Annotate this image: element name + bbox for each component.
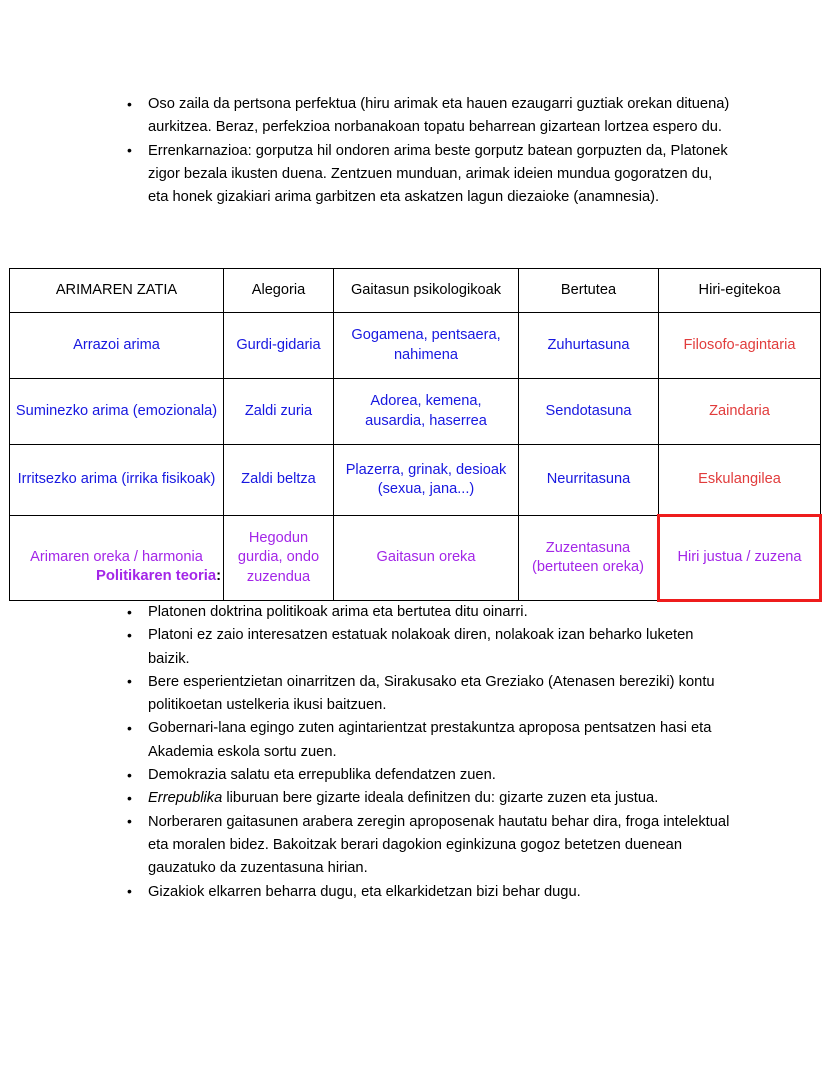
cell-egitekoa-highlighted: Hiri justua / zuzena [659,516,821,601]
italic-book-title: Errepublika [148,790,223,807]
list-item: • Oso zaila da pertsona perfektua (hiru arimak eta hauen ezaugarri guztiak orekan dituena) aurkitzea. Beraz, perfekzioa norbanakoan topatu beharrean gizartean lortzea espero du. [125,93,733,140]
section-heading-politikaren-teoria [96,566,221,586]
cell-gaitasuna: Gaitasun oreka [334,516,519,601]
cell-zatia: Irritsezko arima (irrika fisikoak) [10,445,224,516]
column-header-arimaren-zatia: ARIMAREN ZATIA [10,269,224,313]
cell-zatia: Arrazoi arima [10,313,224,379]
cell-gaitasuna: Adorea, kemena, ausardia, haserrea [334,379,519,445]
column-header-hiri-egitekoa: Hiri-egitekoa [659,269,821,313]
cell-egitekoa: Filosofo-agintaria [659,313,821,379]
column-header-bertutea: Bertutea [519,269,659,313]
section-heading-colon: : [216,568,221,584]
cell-zatia: Arimaren oreka / harmonia [10,516,224,601]
column-header-alegoria: Alegoria [224,269,334,313]
list-item: • Gizakiok elkarren beharra dugu, eta elkarkidetzan bizi behar dugu. [125,881,735,904]
cell-gaitasuna: Gogamena, pentsaera, nahimena [334,313,519,379]
table-header-row [10,269,821,313]
list-item: • Norberaren gaitasunen arabera zeregin aproposenak hautatu behar dira, froga intelektual eta moralen bidez. Bakoitzak berari dagokion eginkizuna gogoz betetzen duenean gauzatuko da zuzentasuna hirian. [125,811,735,881]
cell-alegoria: Zaldi zuria [224,379,334,445]
list-item: • Errenkarnazioa: gorputza hil ondoren arima beste gorputz batean gorpuzten da, Platonek zigor bezala ikusten duena. Zentzuen munduan, arimak ideien mundua gogoratzen du, eta honek gizakiari arima garbitzen eta askatzen lagun diezaioke (anamnesia). [125,140,733,210]
cell-bertutea: Zuhurtasuna [519,313,659,379]
list-item-rest: liburuan bere gizarte ideala definitzen du: gizarte zuzen eta justua. [222,790,659,807]
arimaren-zatia-table [9,268,822,602]
table-row [10,516,821,601]
cell-alegoria: Zaldi beltza [224,445,334,516]
table-row [10,313,821,379]
list-item: • Demokrazia salatu eta errepublika defendatzen zuen. [125,764,735,787]
section-heading-text: Politikaren teoria [96,568,217,584]
cell-zatia: Suminezko arima (emozionala) [10,379,224,445]
column-header-gaitasun-psikologikoak: Gaitasun psikologikoak [334,269,519,313]
list-item: • Platonen doktrina politikoak arima eta bertutea ditu oinarri. [125,601,735,624]
cell-alegoria: Hegodun gurdia, ondo zuzendua [224,516,334,601]
list-item: • Bere esperientzietan oinarritzen da, Sirakusako eta Greziako (Atenasen bereziki) kontu politikoetan ustelkeria ikusi baitzuen. [125,671,735,718]
cell-alegoria: Gurdi-gidaria [224,313,334,379]
cell-egitekoa: Zaindaria [659,379,821,445]
intro-bullet-list [125,93,733,209]
cell-gaitasuna: Plazerra, grinak, desioak (sexua, jana...) [334,445,519,516]
politics-bullet-list [125,601,735,904]
cell-bertutea: Neurritasuna [519,445,659,516]
table-row [10,445,821,516]
list-item: • Gobernari-lana egingo zuten agintarientzat prestakuntza aproposa pentsatzen hasi eta Akademia eskola sortu zuen. [125,717,735,764]
table-row [10,379,821,445]
cell-bertutea: Sendotasuna [519,379,659,445]
cell-bertutea: Zuzentasuna (bertuteen oreka) [519,516,659,601]
cell-egitekoa: Eskulangilea [659,445,821,516]
list-item: • Platoni ez zaio interesatzen estatuak nolakoak diren, nolakoak izan beharko luketen baizik. [125,624,735,671]
list-item-errepublika [125,787,735,810]
